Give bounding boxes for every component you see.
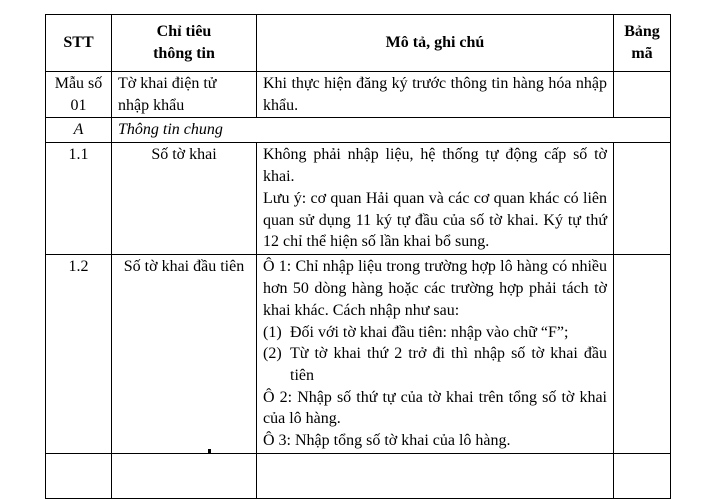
cell-stt: 1.1 [46, 143, 112, 255]
cell-mo-ta [257, 453, 614, 498]
cell-stt [46, 453, 112, 498]
list-item-marker: (2) [263, 345, 282, 363]
cell-mo-ta [257, 255, 614, 453]
cell-chi-tieu: Số tờ khai đầu tiên [112, 255, 257, 453]
clipped-glyph-tip [208, 449, 211, 453]
cell-mo-ta [257, 72, 614, 118]
header-label-mo-ta: Mô tả, ghi chú [385, 34, 485, 52]
table-row-mau-so-01 [46, 72, 671, 118]
description-paragraph: Lưu ý: cơ quan Hải quan và các cơ quan khác có liên quan sử dụng 11 ký tự đầu của số tờ khai. Ký tự thứ 12 chỉ thể hiện số lần khai bổ sung. [263, 189, 607, 251]
cell-section-stt: A [46, 118, 112, 143]
header-label-bang-ma-line1: Bảng [624, 23, 660, 41]
table-row-1-2 [46, 255, 671, 453]
header-cell-stt [46, 15, 112, 72]
cell-bang-ma [614, 453, 671, 498]
description-paragraph: Khi thực hiện đăng ký trước thông tin hàng hóa nhập khẩu. [263, 75, 607, 114]
numbered-list-item [263, 343, 607, 386]
table-header-row [46, 15, 671, 72]
header-label-stt: STT [63, 34, 94, 52]
table-row-1-1 [46, 143, 671, 255]
cell-bang-ma [614, 143, 671, 255]
cell-chi-tieu [112, 453, 257, 498]
cell-chi-tieu: Tờ khai điện tử nhập khẩu [112, 72, 257, 118]
cell-stt [46, 72, 112, 118]
cell-chi-tieu: Số tờ khai [112, 143, 257, 255]
cell-stt: 1.2 [46, 255, 112, 453]
header-label-bang-ma-line2: mã [631, 45, 653, 62]
cell-section-title: Thông tin chung [112, 118, 671, 143]
cell-bang-ma [614, 72, 671, 118]
cell-bang-ma [614, 255, 671, 453]
stt-line1: Mẫu số [54, 75, 103, 92]
header-cell-bang-ma [614, 15, 671, 72]
list-item-text: Đối với tờ khai đầu tiên: nhập vào chữ “F”; [290, 323, 569, 341]
numbered-list-item [263, 322, 607, 344]
stt-line2: 01 [70, 96, 87, 114]
description-paragraph: Ô 3: Nhập tổng số tờ khai của lô hàng. [263, 432, 511, 450]
cell-mo-ta [257, 143, 614, 255]
description-paragraph: Ô 1: Chỉ nhập liệu trong trường hợp lô hàng có nhiều hơn 50 dòng hàng hoặc các trường hợp phải tách tờ khai khác. Cách nhập như sau: [263, 258, 607, 319]
header-label-chi-tieu-line1: Chỉ tiêu [156, 23, 212, 41]
list-item-text: Từ tờ khai thứ 2 trở đi thì nhập số tờ khai đầu tiên [290, 345, 607, 384]
header-label-chi-tieu-line2: thông tin [153, 45, 215, 62]
table-row-clipped [46, 453, 671, 498]
header-cell-chi-tieu [112, 15, 257, 72]
header-cell-mo-ta [257, 15, 614, 72]
description-paragraph: Không phải nhập liệu, hệ thống tự động cấp số tờ khai. [263, 146, 607, 186]
list-item-marker: (1) [263, 323, 282, 341]
table-row-section-a [46, 118, 671, 143]
description-paragraph: Ô 2: Nhập số thứ tự của tờ khai trên tổng số tờ khai của lô hàng. [263, 388, 607, 428]
spec-table [45, 14, 671, 499]
